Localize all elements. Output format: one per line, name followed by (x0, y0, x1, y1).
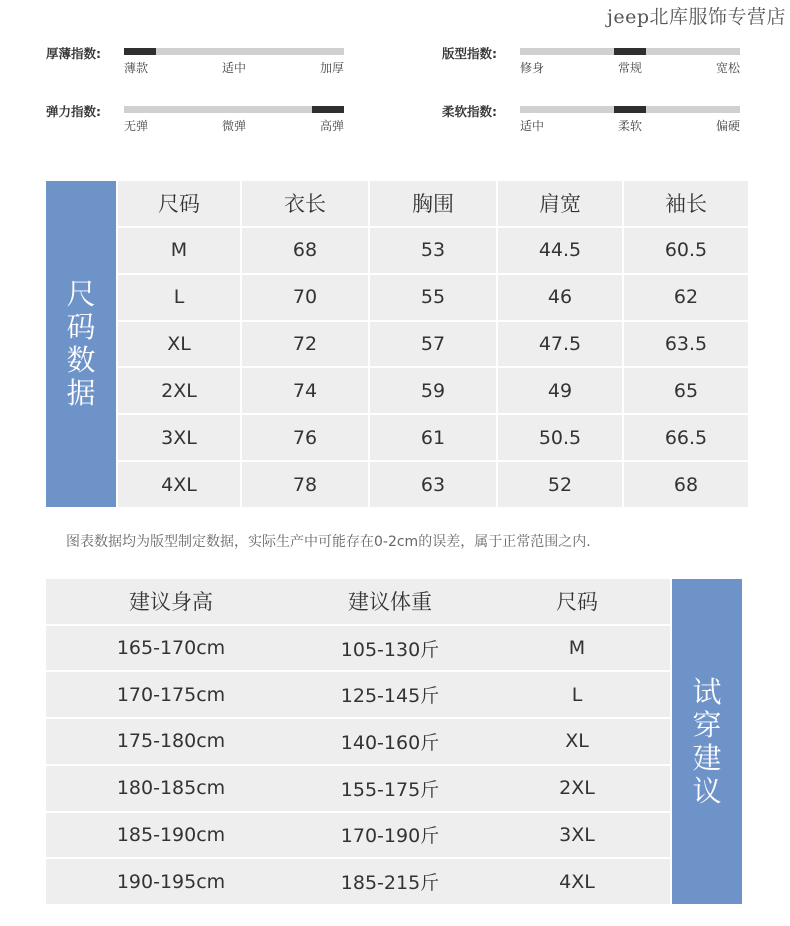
table-cell: 2XL (559, 777, 595, 800)
table-cell: 72 (242, 322, 368, 367)
table-cell: M (118, 228, 240, 273)
table-cell: 4XL (559, 870, 595, 893)
index-marker (312, 106, 344, 113)
table-cell: XL (118, 322, 240, 367)
table-cell: 52 (498, 462, 622, 507)
table-cell: 66.5 (624, 415, 748, 460)
table-cell: 60.5 (624, 228, 748, 273)
index-tick: 微弹 (221, 119, 247, 133)
table-cell: 185-190cm (116, 823, 226, 846)
index-track (520, 106, 740, 113)
table-row (46, 766, 670, 811)
index-track (124, 106, 344, 113)
index-tick: 常规 (617, 61, 643, 75)
table-cell: 62 (624, 275, 748, 320)
fit-table-title: 试穿建议 (692, 674, 722, 808)
index-tick: 宽松 (715, 61, 740, 75)
index-tick: 适中 (520, 119, 545, 133)
header-cell: 衣长 (242, 181, 368, 226)
shop-name: jeep北库服饰专营店 (606, 6, 786, 28)
size-table (46, 181, 742, 507)
table-cell: L (571, 683, 583, 706)
table-cell: 47.5 (498, 322, 622, 367)
table-cell: 63.5 (624, 322, 748, 367)
fit-table (46, 579, 742, 904)
index-tick: 薄款 (124, 61, 149, 75)
index-tick: 高弹 (319, 119, 344, 133)
header-cell: 袖长 (624, 181, 748, 226)
table-cell: 57 (370, 322, 496, 367)
table-cell: 78 (242, 462, 368, 507)
index-tick: 偏硬 (715, 119, 740, 133)
table-cell: 155-175斤 (340, 778, 440, 801)
table-cell: 65 (624, 368, 748, 413)
table-row (46, 719, 670, 764)
table-cell: 180-185cm (116, 777, 226, 800)
index-label: 弹力指数: (46, 104, 101, 119)
index-marker (614, 48, 646, 55)
fit-table-side (672, 579, 742, 904)
table-cell: 68 (242, 228, 368, 273)
header-cell: 胸围 (370, 181, 496, 226)
table-cell: 3XL (118, 415, 240, 460)
table-cell: 165-170cm (116, 637, 226, 660)
index-track (520, 48, 740, 55)
table-cell: 3XL (559, 823, 595, 846)
table-cell: XL (565, 730, 589, 753)
fit-grid (46, 579, 672, 904)
table-cell: 2XL (118, 368, 240, 413)
table-cell: 55 (370, 275, 496, 320)
index-label: 版型指数: (442, 46, 497, 61)
table-cell: 185-215斤 (340, 872, 440, 895)
index-tick: 适中 (221, 61, 247, 75)
table-cell: 74 (242, 368, 368, 413)
fit-index (442, 44, 772, 84)
size-grid (116, 181, 742, 507)
header-cell: 肩宽 (498, 181, 622, 226)
table-cell: 68 (624, 462, 748, 507)
index-label: 厚薄指数: (46, 46, 101, 61)
table-row (46, 672, 670, 717)
table-cell: 76 (242, 415, 368, 460)
table-cell: 125-145斤 (340, 685, 440, 708)
header-cell: 尺码 (118, 181, 240, 226)
table-cell: 105-130斤 (340, 638, 440, 661)
size-table-title: 尺码数据 (66, 277, 96, 410)
index-label: 柔软指数: (442, 104, 497, 119)
table-cell: 175-180cm (116, 730, 226, 753)
table-cell: 61 (370, 415, 496, 460)
header-cell: 建议体重 (348, 590, 432, 615)
size-table-side (46, 181, 116, 507)
table-cell: 53 (370, 228, 496, 273)
measurement-note: 图表数据均为版型制定数据，实际生产中可能存在0-2cm的误差，属于正常范围之内. (66, 534, 591, 550)
table-cell: 190-195cm (116, 870, 226, 893)
index-marker (614, 106, 646, 113)
header-cell: 建议身高 (129, 590, 213, 615)
index-marker (124, 48, 156, 55)
table-row (46, 813, 670, 858)
table-row (46, 626, 670, 671)
table-cell: 70 (242, 275, 368, 320)
table-cell: 49 (498, 368, 622, 413)
table-row (46, 859, 670, 904)
table-cell: L (118, 275, 240, 320)
table-cell: 140-160斤 (340, 731, 440, 754)
table-cell: 170-190斤 (340, 825, 440, 848)
table-cell: 44.5 (498, 228, 622, 273)
header-cell: 尺码 (556, 590, 598, 615)
table-cell: 50.5 (498, 415, 622, 460)
table-cell: 63 (370, 462, 496, 507)
table-cell: M (568, 637, 586, 660)
table-cell: 4XL (118, 462, 240, 507)
table-header-row (46, 579, 670, 624)
table-cell: 59 (370, 368, 496, 413)
index-tick: 修身 (520, 61, 545, 75)
index-tick: 无弹 (124, 119, 149, 133)
index-tick: 加厚 (319, 61, 344, 75)
index-track (124, 48, 344, 55)
table-cell: 170-175cm (116, 683, 226, 706)
elasticity-index (46, 102, 376, 142)
index-tick: 柔软 (617, 119, 643, 133)
thickness-index (46, 44, 376, 84)
softness-index (442, 102, 772, 142)
table-cell: 46 (498, 275, 622, 320)
